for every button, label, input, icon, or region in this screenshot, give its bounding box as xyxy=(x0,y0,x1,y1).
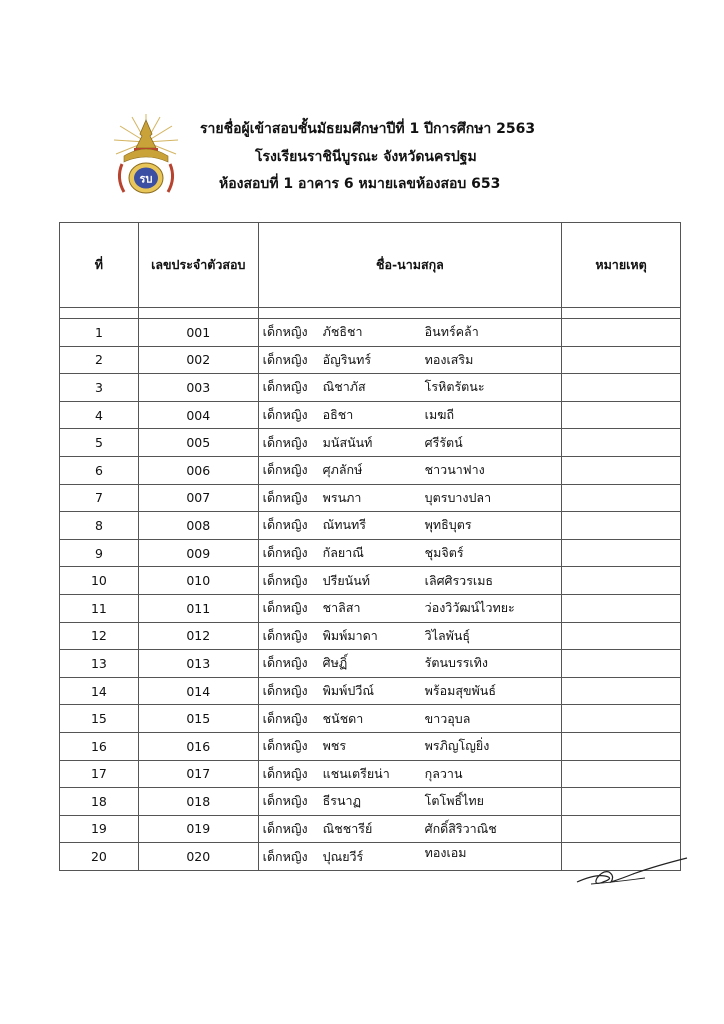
table-row xyxy=(60,567,681,595)
note-cell xyxy=(562,456,681,484)
last-name: โรหิตรัตนะ xyxy=(424,379,485,395)
table-spacer-row xyxy=(60,308,681,319)
exam-id: 004 xyxy=(138,401,258,429)
note-cell xyxy=(562,815,681,843)
row-number: 19 xyxy=(60,815,139,843)
student-name-cell xyxy=(258,374,561,402)
table-row xyxy=(60,622,681,650)
student-name-cell xyxy=(258,346,561,374)
row-number: 14 xyxy=(60,677,139,705)
exam-id: 005 xyxy=(138,429,258,457)
exam-id: 015 xyxy=(138,705,258,733)
name-prefix: เด็กหญิง xyxy=(262,489,308,505)
exam-room-info: ห้องสอบที่ 1 อาคาร 6 หมายเลขห้องสอบ 653 xyxy=(219,176,501,192)
first-name: อัญรินทร์ xyxy=(322,351,372,367)
table-row xyxy=(60,650,681,678)
note-cell xyxy=(562,567,681,595)
last-name: ทองเอม xyxy=(424,844,467,860)
student-name-cell xyxy=(258,429,561,457)
first-name: ณิชาภัส xyxy=(322,379,366,395)
student-name-cell xyxy=(258,760,561,788)
note-cell xyxy=(562,622,681,650)
column-header-exam-id: เลขประจำตัวสอบ xyxy=(138,223,258,308)
last-name: โตโพธิ์ไทย xyxy=(424,793,484,809)
row-number: 2 xyxy=(60,346,139,374)
last-name: กุลวาน xyxy=(424,765,463,781)
name-prefix: เด็กหญิง xyxy=(262,572,308,588)
student-name-cell xyxy=(258,677,561,705)
column-header-note: หมายเหตุ xyxy=(562,223,681,308)
row-number: 9 xyxy=(60,539,139,567)
exam-id: 016 xyxy=(138,732,258,760)
note-cell xyxy=(562,732,681,760)
note-cell xyxy=(562,677,681,705)
row-number: 10 xyxy=(60,567,139,595)
exam-id: 010 xyxy=(138,567,258,595)
note-cell xyxy=(562,401,681,429)
table-row xyxy=(60,319,681,347)
name-prefix: เด็กหญิง xyxy=(262,655,308,671)
first-name: ปรียนันท์ xyxy=(322,572,370,588)
table-row xyxy=(60,815,681,843)
exam-id: 003 xyxy=(138,374,258,402)
note-cell xyxy=(562,512,681,540)
row-number: 17 xyxy=(60,760,139,788)
student-name-cell xyxy=(258,705,561,733)
row-number: 16 xyxy=(60,732,139,760)
note-cell xyxy=(562,594,681,622)
exam-id: 017 xyxy=(138,760,258,788)
exam-id: 020 xyxy=(138,843,258,871)
exam-id: 013 xyxy=(138,650,258,678)
student-name-cell xyxy=(258,539,561,567)
exam-id: 019 xyxy=(138,815,258,843)
table-row xyxy=(60,732,681,760)
first-name: ชนัชดา xyxy=(322,710,364,726)
name-prefix: เด็กหญิง xyxy=(262,820,308,836)
svg-text:รบ: รบ xyxy=(139,172,153,186)
student-name-cell xyxy=(258,732,561,760)
last-name: ขาวอุบล xyxy=(424,710,471,726)
table-row xyxy=(60,705,681,733)
first-name: มนัสนันท์ xyxy=(322,434,373,450)
exam-id: 007 xyxy=(138,484,258,512)
note-cell xyxy=(562,705,681,733)
name-prefix: เด็กหญิง xyxy=(262,848,308,864)
last-name: พรภิญโญยิ่ง xyxy=(424,738,490,754)
table-row xyxy=(60,374,681,402)
name-prefix: เด็กหญิง xyxy=(262,407,308,423)
name-prefix: เด็กหญิง xyxy=(262,462,308,478)
table-row xyxy=(60,594,681,622)
row-number: 4 xyxy=(60,401,139,429)
name-prefix: เด็กหญิง xyxy=(262,793,308,809)
table-row xyxy=(60,539,681,567)
first-name: ศิษฏิ์ xyxy=(322,655,348,671)
student-name-cell xyxy=(258,484,561,512)
note-cell xyxy=(562,760,681,788)
student-name-cell xyxy=(258,512,561,540)
first-name: กัลยาณี xyxy=(322,545,364,561)
row-number: 11 xyxy=(60,594,139,622)
last-name: รัตนบรรเทิง xyxy=(424,655,489,671)
first-name: ปุณยวีร์ xyxy=(322,848,364,864)
name-prefix: เด็กหญิง xyxy=(262,545,308,561)
last-name: บุตรบางปลา xyxy=(424,489,492,505)
exam-id: 011 xyxy=(138,594,258,622)
note-cell xyxy=(562,319,681,347)
exam-id: 002 xyxy=(138,346,258,374)
exam-id: 008 xyxy=(138,512,258,540)
table-row xyxy=(60,512,681,540)
name-prefix: เด็กหญิง xyxy=(262,683,308,699)
name-prefix: เด็กหญิง xyxy=(262,434,308,450)
name-prefix: เด็กหญิง xyxy=(262,600,308,616)
student-name-cell xyxy=(258,594,561,622)
exam-id: 018 xyxy=(138,788,258,816)
last-name: ศรีรัตน์ xyxy=(424,434,463,450)
first-name: ศุภลักษ์ xyxy=(322,462,363,478)
note-cell xyxy=(562,650,681,678)
table-row xyxy=(60,456,681,484)
last-name: เลิศศิรวรเมธ xyxy=(424,572,494,588)
exam-id: 001 xyxy=(138,319,258,347)
name-prefix: เด็กหญิง xyxy=(262,324,308,340)
student-name-cell xyxy=(258,567,561,595)
student-name-cell xyxy=(258,456,561,484)
row-number: 6 xyxy=(60,456,139,484)
last-name: ว่องวิวัฒน์ไวทยะ xyxy=(424,600,515,616)
student-name-cell xyxy=(258,319,561,347)
school-name: โรงเรียนราชินีบูรณะ จังหวัดนครปฐม xyxy=(255,149,477,165)
first-name: ชาลิสา xyxy=(322,600,361,616)
first-name: พรนภา xyxy=(322,489,362,505)
exam-id: 006 xyxy=(138,456,258,484)
table-row xyxy=(60,484,681,512)
last-name: ศักดิ์สิริวาณิช xyxy=(424,820,497,836)
note-cell xyxy=(562,539,681,567)
name-prefix: เด็กหญิง xyxy=(262,627,308,643)
column-header-name: ชื่อ-นามสกุล xyxy=(258,223,561,308)
name-prefix: เด็กหญิง xyxy=(262,517,308,533)
row-number: 5 xyxy=(60,429,139,457)
row-number: 15 xyxy=(60,705,139,733)
student-name-cell xyxy=(258,650,561,678)
first-name: พิมพ์ปวีณ์ xyxy=(322,683,374,699)
first-name: ณิชชารีย์ xyxy=(322,820,373,836)
first-name: แชนเตรียน่า xyxy=(322,765,390,781)
last-name: อินทร์คล้า xyxy=(424,324,479,340)
name-prefix: เด็กหญิง xyxy=(262,738,308,754)
last-name: ชาวนาฟาง xyxy=(424,462,485,478)
first-name: อธิชา xyxy=(322,407,354,423)
first-name: ภัชธิชา xyxy=(322,324,363,340)
row-number: 3 xyxy=(60,374,139,402)
exam-id: 014 xyxy=(138,677,258,705)
name-prefix: เด็กหญิง xyxy=(262,710,308,726)
first-name: พชร xyxy=(322,738,347,754)
last-name: เมฆถี xyxy=(424,407,455,423)
row-number: 13 xyxy=(60,650,139,678)
last-name: ทองเสริม xyxy=(424,351,474,367)
student-name-cell xyxy=(258,815,561,843)
row-number: 18 xyxy=(60,788,139,816)
table-row xyxy=(60,429,681,457)
exam-id: 012 xyxy=(138,622,258,650)
last-name: ชุมจิตร์ xyxy=(424,545,464,561)
last-name: วิไลพันธุ์ xyxy=(424,627,471,643)
note-cell xyxy=(562,788,681,816)
student-name-cell xyxy=(258,788,561,816)
table-row xyxy=(60,677,681,705)
first-name: ณัทนทรี xyxy=(322,517,367,533)
exam-id: 009 xyxy=(138,539,258,567)
student-name-cell xyxy=(258,843,561,871)
row-number: 1 xyxy=(60,319,139,347)
table-header-row xyxy=(60,223,681,308)
row-number: 12 xyxy=(60,622,139,650)
school-emblem-icon xyxy=(110,112,182,198)
row-number: 8 xyxy=(60,512,139,540)
row-number: 20 xyxy=(60,843,139,871)
table-row xyxy=(60,788,681,816)
note-cell xyxy=(562,346,681,374)
table-row xyxy=(60,346,681,374)
last-name: พร้อมสุขพันธ์ xyxy=(424,683,496,699)
note-cell xyxy=(562,429,681,457)
student-name-cell xyxy=(258,401,561,429)
table-row xyxy=(60,760,681,788)
exam-roster-table xyxy=(59,222,681,871)
last-name: พุทธิบุตร xyxy=(424,517,472,533)
name-prefix: เด็กหญิง xyxy=(262,765,308,781)
first-name: พิมพ์มาดา xyxy=(322,627,378,643)
document-title: รายชื่อผู้เข้าสอบชั้นมัธยมศึกษาปีที่ 1 ปีการศึกษา 2563 xyxy=(200,121,536,137)
column-header-no: ที่ xyxy=(60,223,139,308)
table-row xyxy=(60,401,681,429)
row-number: 7 xyxy=(60,484,139,512)
first-name: ธีรนาฏ xyxy=(322,793,361,809)
name-prefix: เด็กหญิง xyxy=(262,351,308,367)
note-cell xyxy=(562,374,681,402)
name-prefix: เด็กหญิง xyxy=(262,379,308,395)
note-cell xyxy=(562,484,681,512)
handwritten-signature-icon xyxy=(575,852,690,892)
student-name-cell xyxy=(258,622,561,650)
